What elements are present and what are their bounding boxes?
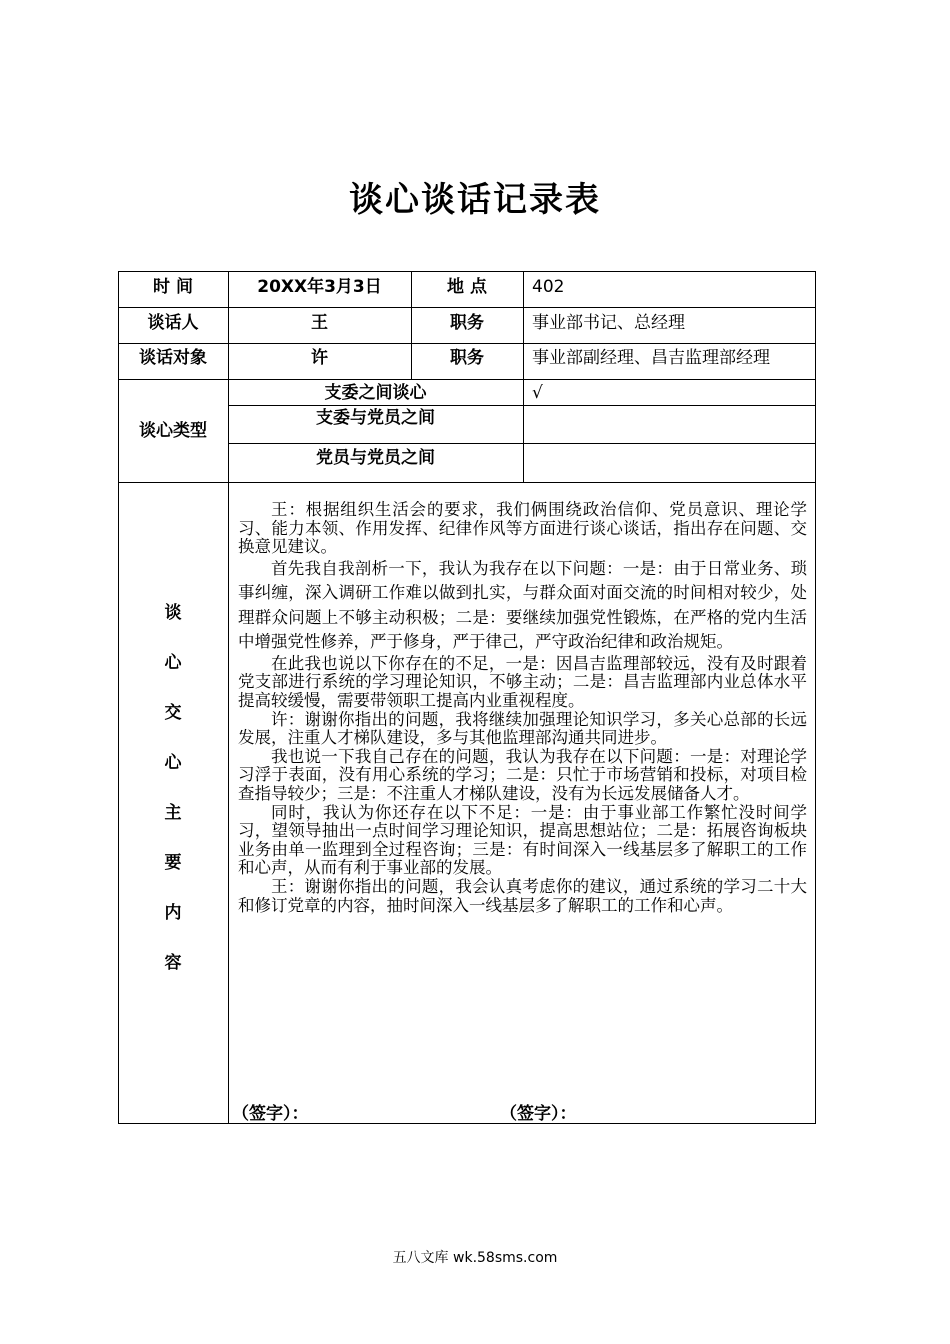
target-label: 谈话对象 bbox=[139, 348, 207, 368]
record-form bbox=[118, 271, 816, 1124]
target-value: 许 bbox=[311, 348, 328, 368]
content-paragraph: 同时，我认为你还存在以下不足：一是：由于事业部工作繁忙没时间学习，望领导抽出一点时间学习理论知识，提高思想站位；二是：拓展咨询板块业务由单一监理到全过程咨询；三是：有时间深入一线基层多了解职工的工作和心声，从而有利于事业部的发展。 bbox=[238, 802, 807, 878]
speaker-label: 谈话人 bbox=[147, 313, 199, 333]
content-paragraph: 王：谢谢你指出的问题，我会认真考虑你的建议，通过系统的学习二十大和修订党章的内容，抽时间深入一线基层多了解职工的工作和心声。 bbox=[238, 876, 807, 915]
content-paragraph: 在此我也说以下你存在的不足，一是：因昌吉监理部较远，没有及时跟着党支部进行系统的学习理论知识，不够主动；二是：昌吉监理部内业总体水平提高较缓慢，需要带领职工提高内业重视程度。 bbox=[238, 653, 807, 710]
talk-type-mark: √ bbox=[532, 383, 543, 403]
content-label: 谈 心 交 心 主 要 内 容 bbox=[164, 603, 182, 973]
time-label: 时 间 bbox=[153, 277, 193, 297]
talk-type-label: 谈心类型 bbox=[139, 421, 207, 441]
content-paragraph: 首先我自我剖析一下，我认为我存在以下问题：一是：由于日常业务、琐事纠缠，深入调研工作难以做到扎实，与群众面对面交流的时间相对较少，处理群众问题上不够主动积极；二是：要继续加强党性锻炼，在严格的党内生活中增强党性修养，严于修身，严于律己，严守政治纪律和政治规矩。 bbox=[238, 558, 807, 652]
talk-content bbox=[238, 501, 807, 915]
page-title: 谈心谈话记录表 bbox=[349, 180, 601, 220]
target-post-value: 事业部副经理、昌吉监理部经理 bbox=[532, 348, 770, 368]
footer-watermark: 五八文库 wk.58sms.com bbox=[392, 1250, 558, 1266]
content-paragraph: 我也说一下我自己存在的问题，我认为我存在以下问题：一是：对理论学习浮于表面，没有用心系统的学习；二是：只忙于市场营销和投标，对项目检查指导较少；三是：不注重人才梯队建设，没有为长远发展储备人才。 bbox=[238, 746, 807, 803]
target-post-label: 职务 bbox=[450, 348, 484, 368]
signature-right: （签字）： bbox=[500, 1104, 577, 1124]
time-value: 20XX年3月3日 bbox=[257, 277, 382, 297]
talk-type-option: 党员与党员之间 bbox=[316, 448, 435, 468]
place-label: 地 点 bbox=[447, 277, 487, 297]
signature-left: （签字）： bbox=[232, 1104, 309, 1124]
content-paragraph: 许：谢谢你指出的问题，我将继续加强理论知识学习，多关心总部的长远发展，注重人才梯队建设，多与其他监理部沟通共同进步。 bbox=[238, 709, 807, 748]
content-paragraph: 王：根据组织生活会的要求，我们俩围绕政治信仰、党员意识、理论学习、能力本领、作用发挥、纪律作风等方面进行谈心谈话，指出存在问题、交换意见建议。 bbox=[238, 500, 807, 557]
speaker-post-label: 职务 bbox=[450, 313, 484, 333]
speaker-value: 王 bbox=[311, 313, 328, 333]
talk-type-option: 支委之间谈心 bbox=[324, 383, 427, 403]
speaker-post-value: 事业部书记、总经理 bbox=[532, 313, 685, 333]
talk-type-option: 支委与党员之间 bbox=[316, 408, 435, 428]
place-value: 402 bbox=[532, 277, 565, 297]
